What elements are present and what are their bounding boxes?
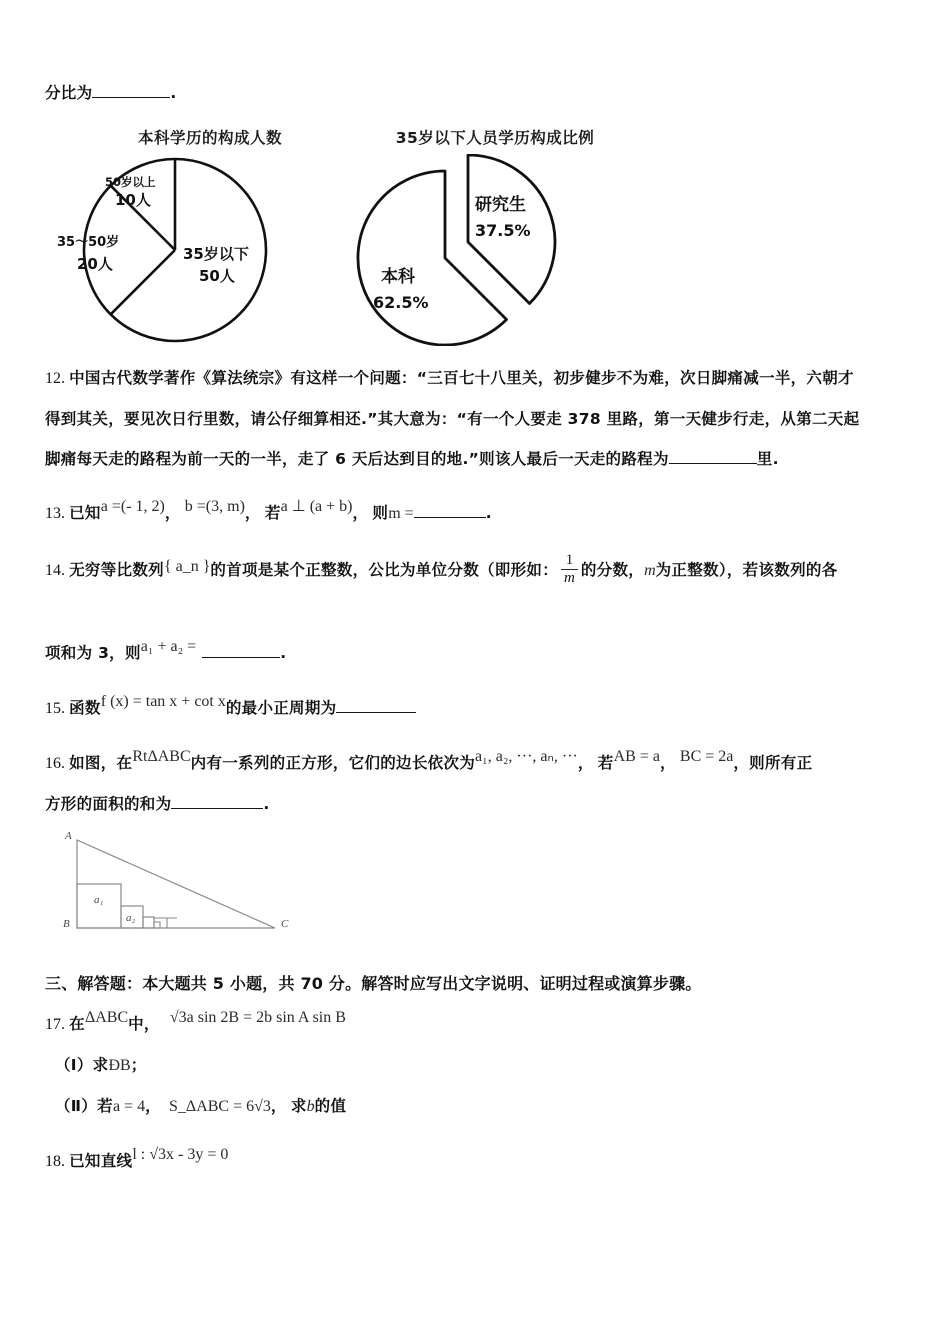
right-pie-label-graduate-name: 研究生 <box>475 195 526 215</box>
question-14-text-2: 的首项是某个正整数，公比为单位分数（即形如： <box>210 561 559 579</box>
question-17-part-2-ask: 求 <box>290 1097 307 1115</box>
question-13-then: 则 <box>372 504 389 522</box>
right-pie-value-bachelor-text: 62.5% <box>373 293 429 312</box>
pie-charts-figure <box>45 104 905 344</box>
right-pie-value-bachelor <box>373 294 429 312</box>
question-17-part-2-expr-area: S_ΔABC = 6√3 <box>169 1098 271 1115</box>
left-pie-value-35to50-text: 20人 <box>77 255 113 273</box>
right-pie-chart <box>345 126 645 346</box>
question-16-side-sequence: a₁, a₂, ···, aₙ, ··· <box>475 748 578 765</box>
question-17-part-2-sep-2: ， <box>270 1097 287 1115</box>
question-12-text-2: 得到其关，要见次日行里数，请公仔细算相还.”其大意为：“有一个人要走 378 里路，第一天健步行走，从第二天起 <box>45 410 860 428</box>
question-18-line-equation: l : √3x - 3y = 0 <box>132 1146 229 1163</box>
question-13-sep-1: ， <box>164 504 181 522</box>
right-pie-value-graduate-text: 37.5% <box>475 221 531 240</box>
question-14-text-5: 项和为 3，则 <box>45 644 141 662</box>
question-17-triangle: ΔABC <box>84 1009 129 1026</box>
page-content <box>45 0 905 1182</box>
question-16-sep-1: ， <box>577 754 594 772</box>
question-18-lead: 已知直线 <box>69 1152 133 1170</box>
question-17-part-1-expr: ÐB <box>108 1057 131 1074</box>
question-16 <box>45 743 905 824</box>
question-17-part-2 <box>45 1086 905 1127</box>
left-pie-canvas <box>57 154 355 346</box>
right-pie-label-graduate <box>475 196 526 216</box>
question-14-number: 14. <box>45 562 65 579</box>
question-17-part-2-tail: 的值 <box>314 1097 347 1115</box>
question-13-answer-expr: m = <box>388 505 414 522</box>
section-three-heading <box>45 964 905 1004</box>
question-16-lead: 如图，在 <box>69 754 133 772</box>
triangle-squares-figure <box>57 830 905 950</box>
left-pie-label-35to50 <box>57 236 119 251</box>
question-16-cond-bc: BC = 2a <box>679 748 734 765</box>
question-17-equation: √3a sin 2B = 2b sin A sin B <box>169 1009 346 1026</box>
question-12-answer-blank[interactable] <box>669 448 757 464</box>
question-13-lead: 已知 <box>69 504 101 522</box>
question-18-number: 18. <box>45 1153 65 1170</box>
question-13-number: 13. <box>45 505 65 522</box>
right-pie-canvas <box>345 154 645 346</box>
question-17-part-2-expr-a: a = 4 <box>112 1098 146 1115</box>
question-16-number: 16. <box>45 755 65 772</box>
left-pie-value-under35 <box>199 268 235 285</box>
question-12-number: 12. <box>45 370 65 387</box>
left-pie-label-over50-name: 50岁以上 <box>105 175 156 189</box>
question-17-part-2-var-b: b <box>306 1098 315 1115</box>
question-12-tail: 里. <box>756 450 779 468</box>
left-pie-title: 本科学历的构成人数 <box>137 129 282 147</box>
question-14-unit-fraction <box>561 553 578 588</box>
left-pie-value-over50 <box>115 192 151 209</box>
question-12 <box>45 358 905 479</box>
question-14-line-1 <box>45 548 905 593</box>
triangle-vertex-c: C <box>281 918 289 930</box>
question-17-part-1-tail: ； <box>130 1056 147 1074</box>
question-13-if: 若 <box>264 504 281 522</box>
question-14-answer-expr: a₁ + a₂ = <box>140 638 197 655</box>
question-12-line-2 <box>45 399 905 439</box>
left-pie-label-under35 <box>183 246 249 263</box>
question-14-fraction-denominator: m <box>564 570 575 587</box>
top-fragment-blank[interactable] <box>92 82 170 98</box>
question-13-sep-2: ， <box>244 504 261 522</box>
top-fragment-text: 分比为 <box>45 84 93 102</box>
question-17-part-1 <box>45 1045 905 1086</box>
question-15-answer-blank[interactable] <box>336 697 416 713</box>
left-pie-label-under35-name: 35岁以下 <box>183 245 249 263</box>
question-16-text-1: 内有一系列的正方形，它们的边长依次为 <box>190 754 476 772</box>
right-pie-title: 35岁以下人员学历构成比例 <box>395 129 595 147</box>
left-pie-value-under35-text: 50人 <box>199 267 235 285</box>
question-13 <box>45 493 905 534</box>
question-14 <box>45 548 905 674</box>
question-17 <box>45 1004 905 1045</box>
triangle-square-label-1: a₁ <box>94 894 104 906</box>
question-16-text-3: 方形的面积的和为 <box>45 795 172 813</box>
question-14-text-3: 的分数， <box>580 561 645 579</box>
question-17-mid: 中， <box>128 1015 160 1033</box>
question-16-if: 若 <box>597 754 614 772</box>
triangle-squares-svg <box>57 830 297 946</box>
right-pie-label-bachelor <box>381 268 415 288</box>
question-12-text-1: 中国古代数学著作《算法统宗》有这样一个问题：“三百七十八里关，初步健步不为难，次日脚痛减一半，六朝才 <box>69 369 854 387</box>
question-14-fraction-numerator: 1 <box>561 553 578 571</box>
question-16-line-2 <box>45 784 905 824</box>
question-17-number: 17. <box>45 1016 65 1033</box>
question-13-sep-3: ， <box>352 504 369 522</box>
question-13-answer-blank[interactable] <box>414 502 486 518</box>
question-16-cond-ab: AB = a <box>613 748 660 765</box>
question-14-answer-blank[interactable] <box>202 642 280 658</box>
left-pie-value-over50-text: 10人 <box>115 191 151 209</box>
question-14-line-2 <box>45 633 905 674</box>
question-16-tail: . <box>263 795 270 813</box>
left-pie-value-35to50 <box>77 256 113 273</box>
right-pie-label-bachelor-name: 本科 <box>381 267 415 287</box>
question-13-vector-a: a =(- 1, 2) <box>100 498 165 515</box>
top-fragment-period: . <box>170 84 177 102</box>
left-pie-label-35to50-name: 35～50岁 <box>57 235 120 250</box>
right-pie-svg <box>345 154 645 346</box>
triangle-vertex-b: B <box>63 918 70 930</box>
question-16-line-1 <box>45 743 905 784</box>
question-13-tail: . <box>485 504 492 522</box>
left-pie-label-over50 <box>105 176 156 189</box>
question-12-text-3: 脚痛每天走的路程为前一天的一半，走了 6 天后达到目的地.”则该人最后一天走的路程为 <box>45 450 669 468</box>
question-17-part-1-text: 求 <box>92 1056 109 1074</box>
question-15-function-expr: f (x) = tan x + cot x <box>100 693 226 710</box>
question-14-tail: . <box>280 644 287 662</box>
triangle-vertex-a: A <box>65 830 72 842</box>
question-17-lead: 在 <box>69 1015 85 1033</box>
question-13-vector-b: b =(3, m) <box>184 498 245 515</box>
question-16-triangle: RtΔABC <box>132 748 191 765</box>
question-15-lead: 函数 <box>69 699 101 717</box>
question-16-sep-2: ， <box>659 754 676 772</box>
question-17-part-1-marker: （Ⅰ） <box>55 1056 93 1074</box>
question-17-part-2-text: 若 <box>97 1097 113 1115</box>
question-15-number: 15. <box>45 700 65 717</box>
right-pie-value-graduate <box>475 222 531 240</box>
question-18 <box>45 1141 905 1182</box>
section-three-heading-text: 三、解答题：本大题共 5 小题，共 70 分。解答时应写出文字说明、证明过程或演算步骤。 <box>45 974 702 993</box>
question-17-part-2-sep-1: ， <box>145 1097 161 1115</box>
question-16-answer-blank[interactable] <box>171 793 263 809</box>
question-12-line-1 <box>45 358 905 399</box>
question-14-text-4: 为正整数），若该数列的各 <box>655 561 838 579</box>
left-pie-chart <box>57 126 355 346</box>
triangle-square-label-2: a₂ <box>126 912 136 924</box>
question-12-line-3 <box>45 439 905 479</box>
question-16-text-2: ，则所有正 <box>733 754 813 772</box>
question-14-sequence-symbol: { a_n } <box>163 558 211 575</box>
question-15-tail-text: 的最小正周期为 <box>225 699 337 717</box>
question-14-text-1: 无穷等比数列 <box>69 561 164 579</box>
question-14-var-m: m <box>644 562 656 579</box>
question-15 <box>45 688 905 729</box>
question-13-condition: a ⊥ (a + b) <box>280 498 353 515</box>
question-17-part-2-marker: （Ⅱ） <box>55 1097 98 1115</box>
top-fragment-line <box>45 0 905 104</box>
